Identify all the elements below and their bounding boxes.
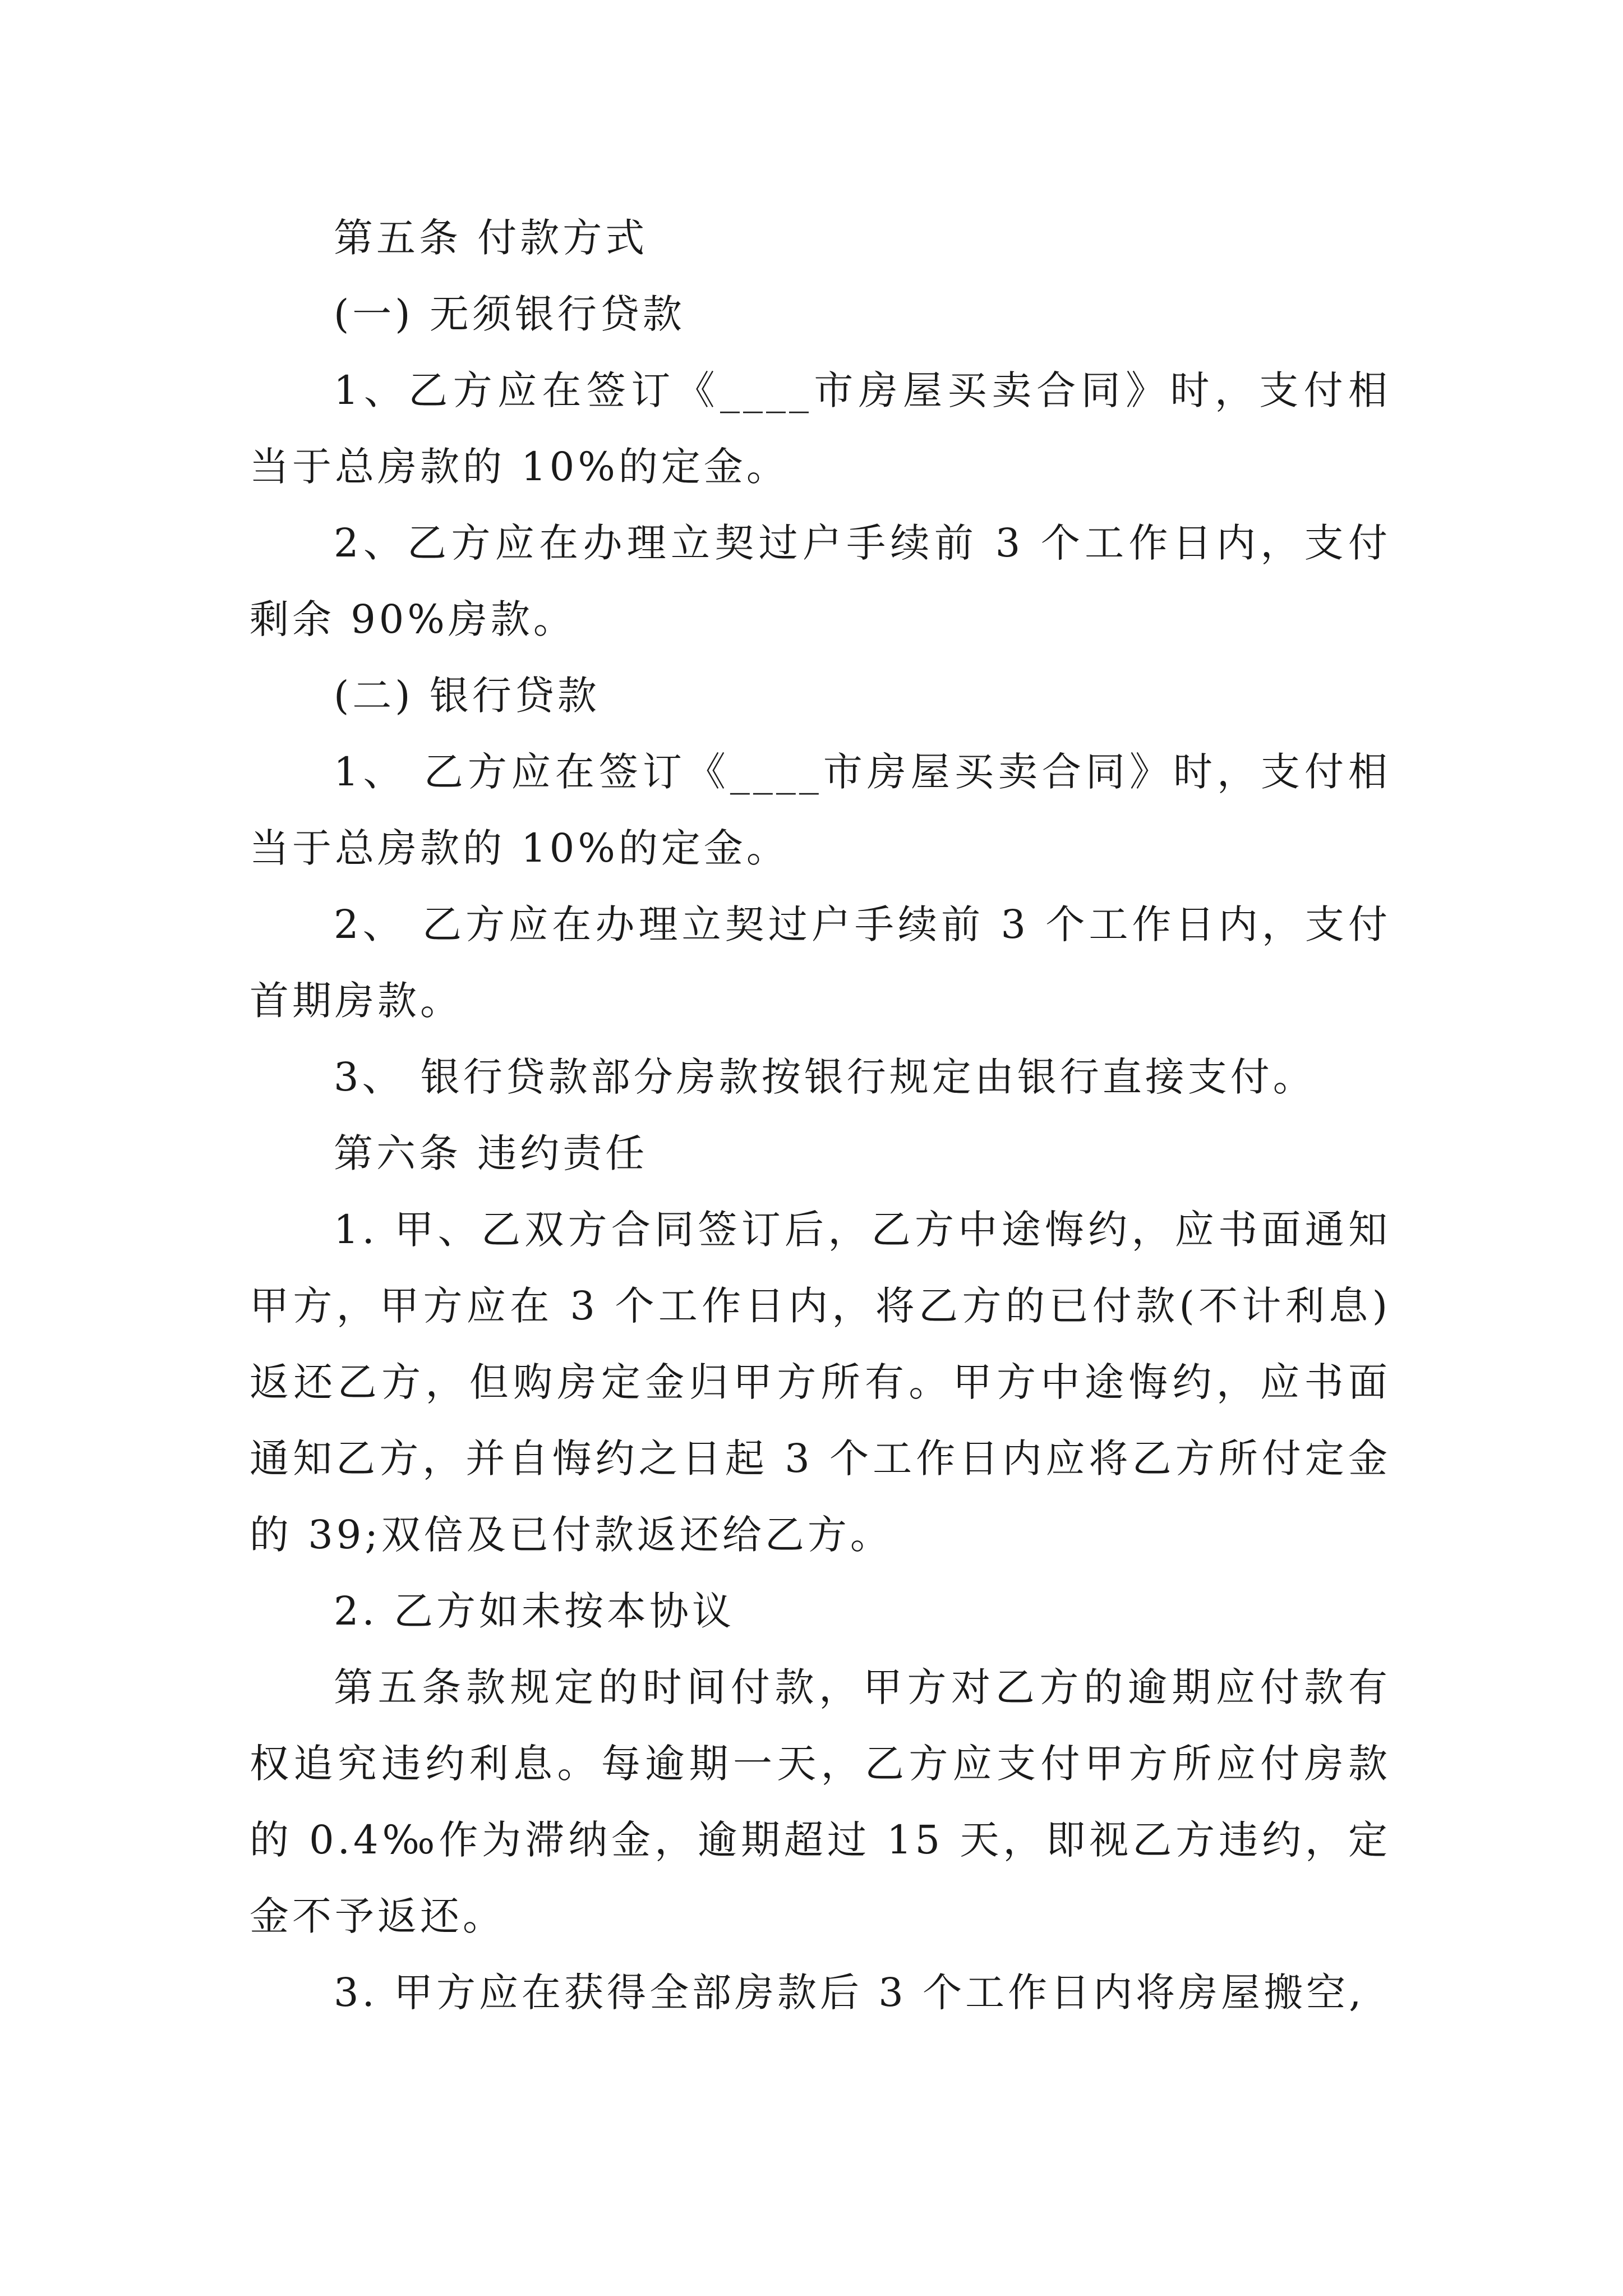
clause-paragraph: 1. 甲、乙双方合同签订后，乙方中途悔约，应书面通知甲方，甲方应在 3 个工作日内，将乙方的已付款(不计利息)返还乙方，但购房定金归甲方所有。甲方中途悔约，应书面通知乙方，并自悔约之日起 3 个工作日内应将乙方所付定金的 39;双倍及已付款返还给乙方。: [250, 1207, 1391, 1558]
clause-paragraph: 1、乙方应在签订《____市房屋买卖合同》时，支付相当于总房款的 10%的定金。: [250, 367, 1391, 490]
clause-paragraph: 第五条款规定的时间付款，甲方对乙方的逾期应付款有权追究违约利息。每逾期一天，乙方应支付甲方所应付房款的 0.4‰作为滞纳金，逾期超过 15 天，即视乙方违约，定金不予返还。: [250, 1664, 1391, 1939]
clause-paragraph: 3. 甲方应在获得全部房款后 3 个工作日内将房屋搬空,: [334, 1970, 1365, 2016]
clause-paragraph: 1、 乙方应在签订《____市房屋买卖合同》时，支付相当于总房款的 10%的定金。: [250, 749, 1391, 871]
clause-paragraph: 2、 乙方应在办理立契过户手续前 3 个工作日内，支付首期房款。: [250, 901, 1391, 1024]
clause-paragraph: 3、 银行贷款部分房款按银行规定由银行直接支付。: [334, 1054, 1316, 1100]
clause-paragraph: 2、乙方应在办理立契过户手续前 3 个工作日内，支付剩余 90%房款。: [250, 520, 1391, 642]
clause-paragraph: 2. 乙方如未按本协议: [334, 1588, 735, 1634]
section-heading-payment: 第五条 付款方式: [334, 215, 648, 261]
subheading-bank-loan: (二) 银行贷款: [334, 673, 600, 719]
subheading-no-loan: (一) 无须银行贷款: [334, 291, 685, 337]
section-heading-liability: 第六条 违约责任: [334, 1130, 648, 1176]
document-body: [250, 200, 1391, 2031]
